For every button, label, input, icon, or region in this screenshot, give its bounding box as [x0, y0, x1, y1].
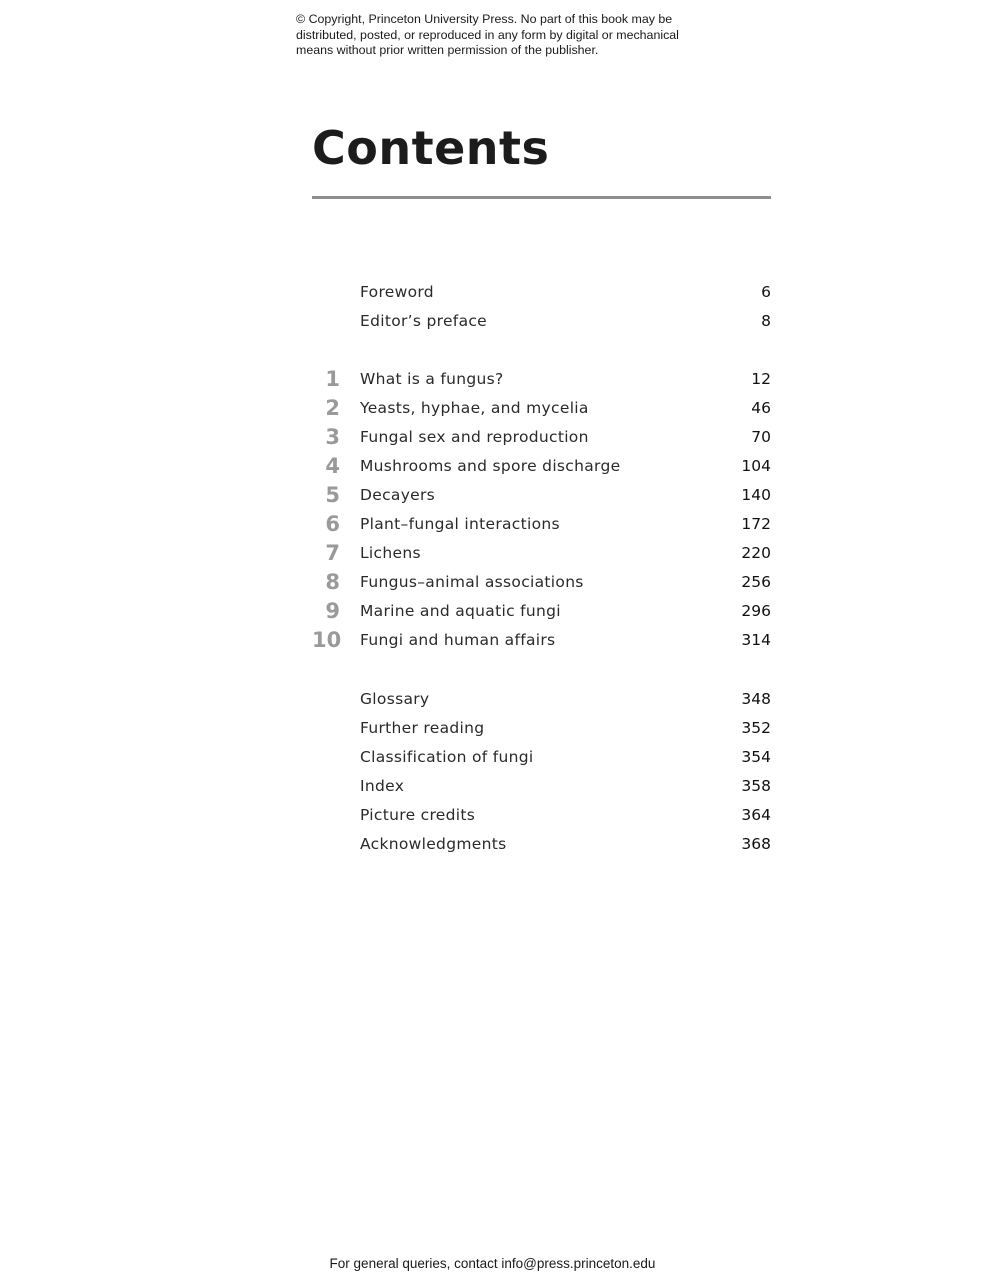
toc-entry-title: Marine and aquatic fungi — [360, 602, 561, 620]
toc-entry-foreword[interactable] — [312, 278, 771, 307]
toc-chapter-6[interactable] — [312, 510, 771, 539]
toc-entry-page: 172 — [741, 515, 771, 533]
toc-entry-title: What is a fungus? — [360, 370, 504, 388]
chapter-number: 9 — [325, 599, 340, 623]
toc-entry-acknowledgments[interactable] — [312, 830, 771, 859]
toc-entry-title: Editor’s preface — [360, 312, 488, 330]
toc-entry-editors-preface[interactable] — [312, 307, 771, 336]
copyright-notice — [296, 12, 716, 59]
toc-entry-page: 364 — [741, 806, 771, 824]
toc-entry-further-reading[interactable] — [312, 714, 771, 743]
chapter-number: 2 — [325, 396, 340, 420]
chapter-number: 4 — [325, 454, 340, 478]
page-title: Contents — [312, 121, 550, 175]
toc-entry-page: 296 — [741, 602, 771, 620]
chapter-number: 8 — [325, 570, 340, 594]
toc-entry-page: 256 — [741, 573, 771, 591]
toc-entry-glossary[interactable] — [312, 685, 771, 714]
toc-entry-index[interactable] — [312, 772, 771, 801]
toc-chapter-1[interactable] — [312, 365, 771, 394]
toc-entry-page: 352 — [741, 719, 771, 737]
toc-entry-page: 6 — [761, 283, 771, 301]
copyright-line: means without prior written permission of the publisher. — [296, 43, 599, 57]
toc-entry-picture-credits[interactable] — [312, 801, 771, 830]
toc-entry-title: Further reading — [360, 719, 485, 737]
toc-chapter-8[interactable] — [312, 568, 771, 597]
toc-entry-page: 8 — [761, 312, 771, 330]
toc-entry-page: 220 — [741, 544, 771, 562]
toc-entry-page: 368 — [741, 835, 771, 853]
toc-entry-title: Glossary — [360, 690, 430, 708]
toc-chapter-4[interactable] — [312, 452, 771, 481]
toc-entry-page: 70 — [751, 428, 771, 446]
toc-entry-title: Acknowledgments — [360, 835, 507, 853]
toc-entry-title: Foreword — [360, 283, 434, 301]
toc-chapter-9[interactable] — [312, 597, 771, 626]
toc-entry-title: Classification of fungi — [360, 748, 534, 766]
toc-entry-title: Plant–fungal interactions — [360, 515, 560, 533]
toc-entry-page: 348 — [741, 690, 771, 708]
title-divider — [312, 196, 771, 199]
toc-entry-title: Mushrooms and spore discharge — [360, 457, 621, 475]
toc-entry-title: Decayers — [360, 486, 436, 504]
toc-entry-title: Lichens — [360, 544, 421, 562]
toc-entry-classification[interactable] — [312, 743, 771, 772]
chapter-number: 1 — [325, 367, 340, 391]
toc-entry-page: 140 — [741, 486, 771, 504]
copyright-line: distributed, posted, or reproduced in any form by digital or mechanical — [296, 27, 679, 42]
chapter-number: 6 — [325, 512, 340, 536]
toc-entry-page: 12 — [751, 370, 771, 388]
toc-entry-title: Fungal sex and reproduction — [360, 428, 589, 446]
toc-entry-page: 358 — [741, 777, 771, 795]
toc-chapter-3[interactable] — [312, 423, 771, 452]
toc-entry-title: Yeasts, hyphae, and mycelia — [360, 399, 589, 417]
toc-entry-page: 46 — [751, 399, 771, 417]
toc-entry-page: 104 — [741, 457, 771, 475]
chapter-number: 5 — [325, 483, 340, 507]
footer-contact: For general queries, contact info@press.princeton.edu — [329, 1256, 656, 1271]
toc-entry-title: Fungus–animal associations — [360, 573, 584, 591]
toc-entry-page: 354 — [741, 748, 771, 766]
chapter-number: 7 — [325, 541, 340, 565]
toc-entry-title: Fungi and human affairs — [360, 631, 556, 649]
toc-entry-page: 314 — [741, 631, 771, 649]
copyright-line: © Copyright, Princeton University Press. No part of this book may be — [296, 12, 673, 26]
toc-chapter-5[interactable] — [312, 481, 771, 510]
toc-chapter-2[interactable] — [312, 394, 771, 423]
chapter-number: 3 — [325, 425, 340, 449]
toc-entry-title: Index — [360, 777, 405, 795]
toc-chapter-10[interactable] — [312, 626, 771, 655]
toc-entry-title: Picture credits — [360, 806, 476, 824]
toc-chapter-7[interactable] — [312, 539, 771, 568]
chapter-number: 10 — [312, 628, 342, 652]
